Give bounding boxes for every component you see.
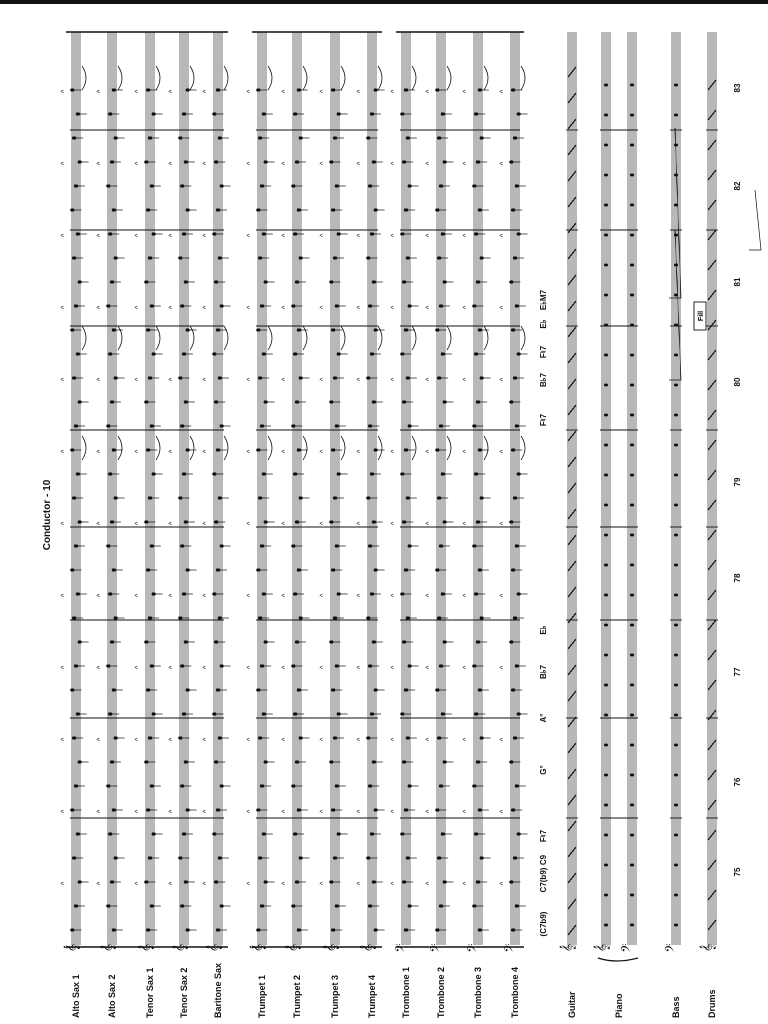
svg-text:^: ^ — [203, 449, 210, 453]
svg-text:^: ^ — [135, 449, 142, 453]
svg-text:^: ^ — [247, 521, 254, 525]
svg-text:^: ^ — [61, 521, 68, 525]
clef-icon: 𝄞 — [100, 943, 116, 953]
svg-text:^: ^ — [426, 161, 433, 165]
svg-text:^: ^ — [282, 593, 289, 597]
svg-text:^: ^ — [320, 809, 327, 813]
clef-icon: 𝄞 — [285, 943, 301, 953]
notation-marks — [61, 66, 761, 935]
instrument-label: Trombone 3 — [473, 966, 483, 1018]
chord-symbol: B♭7 — [539, 665, 548, 679]
svg-text:^: ^ — [97, 233, 104, 237]
svg-text:^: ^ — [97, 305, 104, 309]
svg-text:^: ^ — [97, 881, 104, 885]
svg-text:^: ^ — [135, 377, 142, 381]
instrument-label: Alto Sax 1 — [71, 974, 81, 1018]
instrument-label: Trumpet 2 — [292, 974, 302, 1018]
svg-text:^: ^ — [61, 449, 68, 453]
svg-text:^: ^ — [169, 881, 176, 885]
chord-symbol: (C7b9) — [539, 911, 548, 937]
staff — [108, 32, 116, 945]
instrument-labels — [71, 958, 717, 1018]
svg-text:^: ^ — [282, 233, 289, 237]
svg-text:^: ^ — [426, 233, 433, 237]
svg-text:^: ^ — [320, 737, 327, 741]
svg-text:^: ^ — [247, 161, 254, 165]
staff — [146, 32, 154, 945]
svg-text:^: ^ — [426, 521, 433, 525]
svg-text:^: ^ — [391, 665, 398, 669]
svg-text:^: ^ — [320, 377, 327, 381]
staff — [474, 32, 482, 945]
svg-text:^: ^ — [61, 233, 68, 237]
svg-text:^: ^ — [500, 593, 507, 597]
svg-text:^: ^ — [169, 305, 176, 309]
instrument-label: Tenor Sax 1 — [145, 967, 155, 1018]
svg-text:^: ^ — [97, 521, 104, 525]
svg-text:^: ^ — [391, 377, 398, 381]
chord-symbol: A° — [539, 713, 548, 723]
svg-text:^: ^ — [61, 809, 68, 813]
clef-icon: 𝄞 — [206, 943, 222, 953]
svg-text:^: ^ — [320, 161, 327, 165]
staff — [628, 32, 636, 945]
svg-text:^: ^ — [247, 593, 254, 597]
svg-text:^: ^ — [500, 161, 507, 165]
svg-text:^: ^ — [61, 665, 68, 669]
svg-text:^: ^ — [97, 809, 104, 813]
svg-text:^: ^ — [320, 593, 327, 597]
svg-text:^: ^ — [169, 89, 176, 93]
clef-icon: 𝄢 — [503, 943, 519, 953]
svg-text:^: ^ — [426, 881, 433, 885]
svg-text:^: ^ — [97, 89, 104, 93]
svg-text:^: ^ — [169, 593, 176, 597]
staff — [72, 32, 80, 945]
svg-text:^: ^ — [391, 449, 398, 453]
measure-number: 77 — [733, 667, 742, 677]
svg-text:^: ^ — [463, 881, 470, 885]
svg-text:^: ^ — [247, 449, 254, 453]
svg-text:^: ^ — [247, 665, 254, 669]
svg-text:^: ^ — [357, 593, 364, 597]
svg-text:^: ^ — [391, 233, 398, 237]
svg-text:^: ^ — [282, 161, 289, 165]
svg-text:^: ^ — [97, 377, 104, 381]
staff — [214, 32, 222, 945]
svg-text:^: ^ — [203, 161, 210, 165]
svg-text:^: ^ — [135, 809, 142, 813]
svg-text:^: ^ — [463, 449, 470, 453]
svg-text:^: ^ — [391, 89, 398, 93]
svg-text:^: ^ — [203, 809, 210, 813]
clefs — [64, 943, 716, 952]
staff — [180, 32, 188, 945]
svg-text:^: ^ — [135, 737, 142, 741]
chord-symbol: F♮7 — [539, 345, 548, 359]
svg-text:^: ^ — [357, 89, 364, 93]
svg-text:^: ^ — [61, 161, 68, 165]
svg-text:^: ^ — [463, 809, 470, 813]
staff — [672, 32, 680, 945]
svg-text:^: ^ — [97, 737, 104, 741]
svg-text:^: ^ — [203, 89, 210, 93]
svg-text:^: ^ — [203, 593, 210, 597]
svg-text:^: ^ — [61, 377, 68, 381]
instrument-label: Tenor Sax 2 — [179, 967, 189, 1018]
svg-text:^: ^ — [135, 665, 142, 669]
staff — [258, 32, 266, 945]
svg-text:^: ^ — [282, 305, 289, 309]
svg-text:^: ^ — [357, 233, 364, 237]
svg-text:^: ^ — [500, 377, 507, 381]
svg-text:^: ^ — [391, 161, 398, 165]
svg-text:^: ^ — [203, 881, 210, 885]
svg-text:^: ^ — [357, 737, 364, 741]
svg-text:^: ^ — [169, 161, 176, 165]
svg-text:^: ^ — [426, 737, 433, 741]
svg-text:^: ^ — [247, 233, 254, 237]
svg-text:^: ^ — [203, 665, 210, 669]
svg-text:^: ^ — [391, 305, 398, 309]
chord-symbol: E♭ — [539, 319, 548, 329]
svg-text:^: ^ — [282, 665, 289, 669]
svg-text:^: ^ — [135, 233, 142, 237]
svg-text:^: ^ — [61, 593, 68, 597]
chord-symbol: F♮7 — [539, 413, 548, 427]
svg-text:^: ^ — [463, 593, 470, 597]
svg-text:^: ^ — [135, 89, 142, 93]
measure-number: 82 — [733, 181, 742, 191]
chord-symbol: F♮7 — [539, 829, 548, 843]
svg-text:^: ^ — [357, 161, 364, 165]
svg-text:^: ^ — [135, 161, 142, 165]
measure-number: 83 — [733, 83, 742, 93]
measure-number: 81 — [733, 277, 742, 287]
svg-text:^: ^ — [463, 665, 470, 669]
measure-number: 80 — [733, 377, 742, 387]
svg-text:^: ^ — [463, 521, 470, 525]
svg-text:^: ^ — [203, 521, 210, 525]
svg-text:^: ^ — [320, 521, 327, 525]
svg-text:^: ^ — [357, 449, 364, 453]
svg-text:^: ^ — [247, 737, 254, 741]
clef-icon: 𝄢 — [394, 943, 410, 953]
svg-text:^: ^ — [135, 521, 142, 525]
svg-text:^: ^ — [426, 377, 433, 381]
svg-text:^: ^ — [357, 881, 364, 885]
svg-text:^: ^ — [61, 881, 68, 885]
page-title: Conductor - 10 — [42, 479, 53, 551]
svg-text:^: ^ — [247, 881, 254, 885]
svg-text:^: ^ — [357, 377, 364, 381]
chord-symbol: C7(b9) — [539, 867, 548, 893]
instrument-label: Trumpet 1 — [257, 974, 267, 1018]
svg-text:^: ^ — [357, 521, 364, 525]
svg-text:^: ^ — [500, 305, 507, 309]
svg-text:^: ^ — [500, 881, 507, 885]
svg-text:^: ^ — [391, 737, 398, 741]
measure-number: 79 — [733, 477, 742, 487]
svg-text:^: ^ — [426, 665, 433, 669]
svg-text:^: ^ — [135, 305, 142, 309]
svg-text:^: ^ — [169, 665, 176, 669]
instrument-label: Piano — [614, 993, 624, 1018]
svg-text:^: ^ — [426, 593, 433, 597]
svg-text:^: ^ — [247, 89, 254, 93]
svg-text:^: ^ — [203, 377, 210, 381]
svg-text:^: ^ — [320, 305, 327, 309]
staff — [602, 32, 610, 945]
clef-icon: 𝄞 — [172, 943, 188, 953]
svg-text:^: ^ — [97, 593, 104, 597]
measure-number: 75 — [733, 867, 742, 877]
svg-text:^: ^ — [357, 665, 364, 669]
svg-text:^: ^ — [282, 881, 289, 885]
svg-text:^: ^ — [500, 89, 507, 93]
instrument-label: Trumpet 3 — [330, 974, 340, 1018]
instrument-label: Trombone 2 — [436, 966, 446, 1018]
svg-text:^: ^ — [426, 809, 433, 813]
chord-symbol: C9 — [539, 854, 548, 866]
svg-text:^: ^ — [97, 449, 104, 453]
clef-icon: 𝄞 — [594, 943, 610, 953]
svg-text:^: ^ — [282, 809, 289, 813]
svg-text:^: ^ — [500, 809, 507, 813]
svg-text:^: ^ — [135, 881, 142, 885]
staff — [511, 32, 519, 945]
svg-text:^: ^ — [320, 665, 327, 669]
svg-text:^: ^ — [463, 233, 470, 237]
svg-text:^: ^ — [320, 881, 327, 885]
instrument-label: Baritone Sax — [213, 962, 223, 1018]
instrument-label: Trombone 1 — [401, 966, 411, 1018]
piano-brace — [598, 958, 638, 961]
chord-symbol: G° — [539, 765, 548, 775]
svg-text:^: ^ — [500, 521, 507, 525]
svg-text:^: ^ — [320, 233, 327, 237]
chord-symbol: E♭ — [539, 625, 548, 635]
staff — [402, 32, 410, 945]
svg-text:^: ^ — [357, 305, 364, 309]
svg-text:^: ^ — [463, 737, 470, 741]
instrument-label: Trumpet 4 — [367, 974, 377, 1018]
clef-icon: 𝄢 — [429, 943, 445, 953]
svg-text:^: ^ — [463, 305, 470, 309]
chord-symbol: E♭M7 — [539, 289, 548, 311]
measure-number: 78 — [733, 573, 742, 583]
svg-text:^: ^ — [61, 305, 68, 309]
svg-text:^: ^ — [463, 377, 470, 381]
svg-text:^: ^ — [426, 449, 433, 453]
clef-icon: 𝄞 — [138, 943, 154, 953]
svg-text:^: ^ — [391, 881, 398, 885]
svg-text:^: ^ — [169, 233, 176, 237]
svg-text:^: ^ — [203, 305, 210, 309]
instrument-label: Bass — [671, 996, 681, 1018]
svg-text:^: ^ — [500, 233, 507, 237]
clef-icon: 𝄢 — [620, 943, 636, 953]
staff — [437, 32, 445, 945]
svg-text:^: ^ — [247, 809, 254, 813]
svg-text:^: ^ — [282, 521, 289, 525]
clef-icon: 𝄞 — [360, 943, 376, 953]
svg-text:^: ^ — [426, 89, 433, 93]
svg-text:^: ^ — [169, 521, 176, 525]
instrument-label: Trombone 4 — [510, 966, 520, 1018]
svg-text:^: ^ — [500, 449, 507, 453]
staff — [331, 32, 339, 945]
staff — [368, 32, 376, 945]
svg-text:^: ^ — [320, 89, 327, 93]
svg-text:^: ^ — [97, 161, 104, 165]
staff — [293, 32, 301, 945]
svg-text:^: ^ — [500, 665, 507, 669]
fill-label: Fill — [698, 310, 705, 322]
clef-icon: 𝄞 — [64, 943, 80, 953]
svg-text:^: ^ — [169, 449, 176, 453]
staff-lines — [72, 32, 716, 945]
svg-text:^: ^ — [357, 809, 364, 813]
svg-text:^: ^ — [320, 449, 327, 453]
clef-icon: 𝄢 — [664, 943, 680, 953]
clef-icon: 𝄞 — [700, 943, 716, 953]
clef-icon: 𝄞 — [323, 943, 339, 953]
bar-lines — [70, 130, 718, 818]
svg-text:^: ^ — [169, 809, 176, 813]
svg-text:^: ^ — [282, 377, 289, 381]
svg-text:^: ^ — [61, 89, 68, 93]
svg-text:^: ^ — [61, 737, 68, 741]
instrument-label: Drums — [707, 989, 717, 1018]
svg-text:^: ^ — [391, 521, 398, 525]
svg-text:^: ^ — [391, 593, 398, 597]
svg-text:^: ^ — [463, 161, 470, 165]
instrument-label: Guitar — [567, 991, 577, 1018]
clef-icon: 𝄢 — [466, 943, 482, 953]
svg-text:^: ^ — [282, 449, 289, 453]
measure-number: 76 — [733, 777, 742, 787]
svg-text:^: ^ — [426, 305, 433, 309]
clef-icon: 𝄞 — [250, 943, 266, 953]
svg-text:^: ^ — [203, 737, 210, 741]
svg-text:^: ^ — [282, 737, 289, 741]
svg-text:^: ^ — [282, 89, 289, 93]
svg-text:^: ^ — [169, 737, 176, 741]
svg-text:^: ^ — [500, 737, 507, 741]
svg-text:^: ^ — [169, 377, 176, 381]
svg-text:^: ^ — [135, 593, 142, 597]
chord-symbol: B♭7 — [539, 373, 548, 387]
svg-text:^: ^ — [247, 377, 254, 381]
svg-text:^: ^ — [391, 809, 398, 813]
svg-text:^: ^ — [247, 305, 254, 309]
svg-text:^: ^ — [203, 233, 210, 237]
svg-text:^: ^ — [97, 665, 104, 669]
clef-icon: 𝄞 — [560, 943, 576, 953]
instrument-label: Alto Sax 2 — [107, 974, 117, 1018]
svg-text:^: ^ — [463, 89, 470, 93]
